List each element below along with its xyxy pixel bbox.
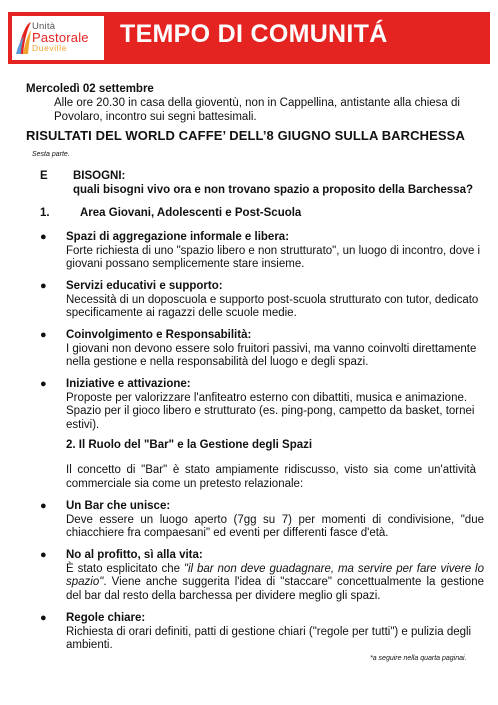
intro-paragraph: Il concetto di "Bar" è stato ampiamente ridiscusso, visto sia come un'attività commerciale sia come un pretesto relazionale: (66, 464, 476, 490)
item-text: Necessità di un doposcuola e supporto post-scuola strutturato con tutor, dedicato specificamente ai ragazzi delle scuole medie. (66, 293, 479, 319)
logo-mark-icon (15, 20, 33, 56)
item-heading: No al profitto, sì alla vita: (66, 549, 203, 561)
list-item (40, 231, 480, 272)
bullet-icon: ● (40, 329, 47, 341)
list-item (40, 329, 480, 370)
item-heading: Coinvolgimento e Responsabilità: (66, 329, 252, 341)
bullet-icon: ● (40, 500, 47, 512)
part-note: Sesta parte. (32, 151, 70, 158)
item-text-post: . Viene anche suggerita l'idea di "staccare" concettualmente la gestione del bar dal resto della barchessa per dividere meglio gli spazi. (66, 576, 484, 602)
continuation-note: *a seguire nella quarta paginai. (370, 655, 467, 662)
item-heading: Spazi di aggregazione informale e libera: (66, 231, 290, 243)
page-title: TEMPO DI COMUNITÁ (120, 20, 388, 48)
list-item (40, 500, 484, 541)
item-text (66, 563, 484, 604)
bullet-icon: ● (40, 231, 47, 243)
bullet-icon: ● (40, 280, 47, 292)
item-heading: Iniziative e attivazione: (66, 378, 191, 390)
event-text: Alle ore 20.30 in casa della gioventù, non in Cappellina, antistante alla chiesa di Povolaro, incontro sui segni battesimali. (54, 97, 460, 123)
logo-line1: Unità (32, 21, 56, 32)
item-heading: Servizi educativi e supporto: (66, 280, 223, 292)
bullet-icon: ● (40, 378, 47, 390)
section-title: RISULTATI DEL WORLD CAFFE’ DELL’8 GIUGNO SULLA BARCHESSA (26, 128, 465, 143)
subsection-title: 2. Il Ruolo del "Bar" e la Gestione degli Spazi (66, 439, 313, 451)
item-text: Deve essere un luogo aperto (7gg su 7) per momenti di condivisione, "due chiacchiere fra compaesani" ed eventi per differenti fasce d'età. (66, 513, 484, 539)
event-block (26, 82, 474, 124)
logo (12, 16, 104, 60)
logo-line2: Pastorale (32, 30, 89, 45)
bullet-icon: ● (40, 612, 47, 624)
list-item (40, 549, 485, 603)
list-item (40, 612, 480, 653)
item-text: Forte richiesta di uno "spazio libero e non strutturato", un luogo di incontro, dove i giovani possano semplicemente stare insieme. (66, 244, 481, 270)
area-number: 1. (40, 207, 50, 219)
item-text: I giovani non devono essere solo fruitori passivi, ma vanno coinvolti direttamente nella gestione e nella responsabilità del luogo e degli spazi. (66, 342, 477, 368)
list-item (40, 280, 480, 321)
item-text-pre: È stato esplicitato che (66, 562, 184, 575)
needs-line2: quali bisogni vivo ora e non trovano spazio a proposito della Barchessa? (73, 183, 474, 196)
area-title: Area Giovani, Adolescenti e Post-Scuola (80, 207, 302, 219)
event-date: Mercoledì 02 settembre (26, 83, 154, 95)
needs-line1: BISOGNI: (73, 170, 126, 182)
item-heading: Un Bar che unisce: (66, 500, 171, 512)
item-text: Richiesta di orari definiti, patti di gestione chiari ("regole per tutti") e pulizia degli ambienti. (66, 625, 472, 651)
list-item (40, 378, 480, 432)
bullet-icon: ● (40, 549, 47, 561)
header-banner (8, 12, 490, 64)
needs-letter: E (40, 170, 48, 182)
item-heading: Regole chiare: (66, 612, 146, 624)
item-text: Proposte per valorizzare l'anfiteatro esterno con dibattiti, musica e animazione. Spazio per il gioco libero e strutturato (es. ping-pong, campetto da basket, tornei estivi). (66, 391, 475, 431)
item-text-quote: "il bar non deve guadagnare, ma servire per fare vivere lo spazio" (66, 562, 485, 588)
logo-line3: Dueville (32, 43, 68, 53)
